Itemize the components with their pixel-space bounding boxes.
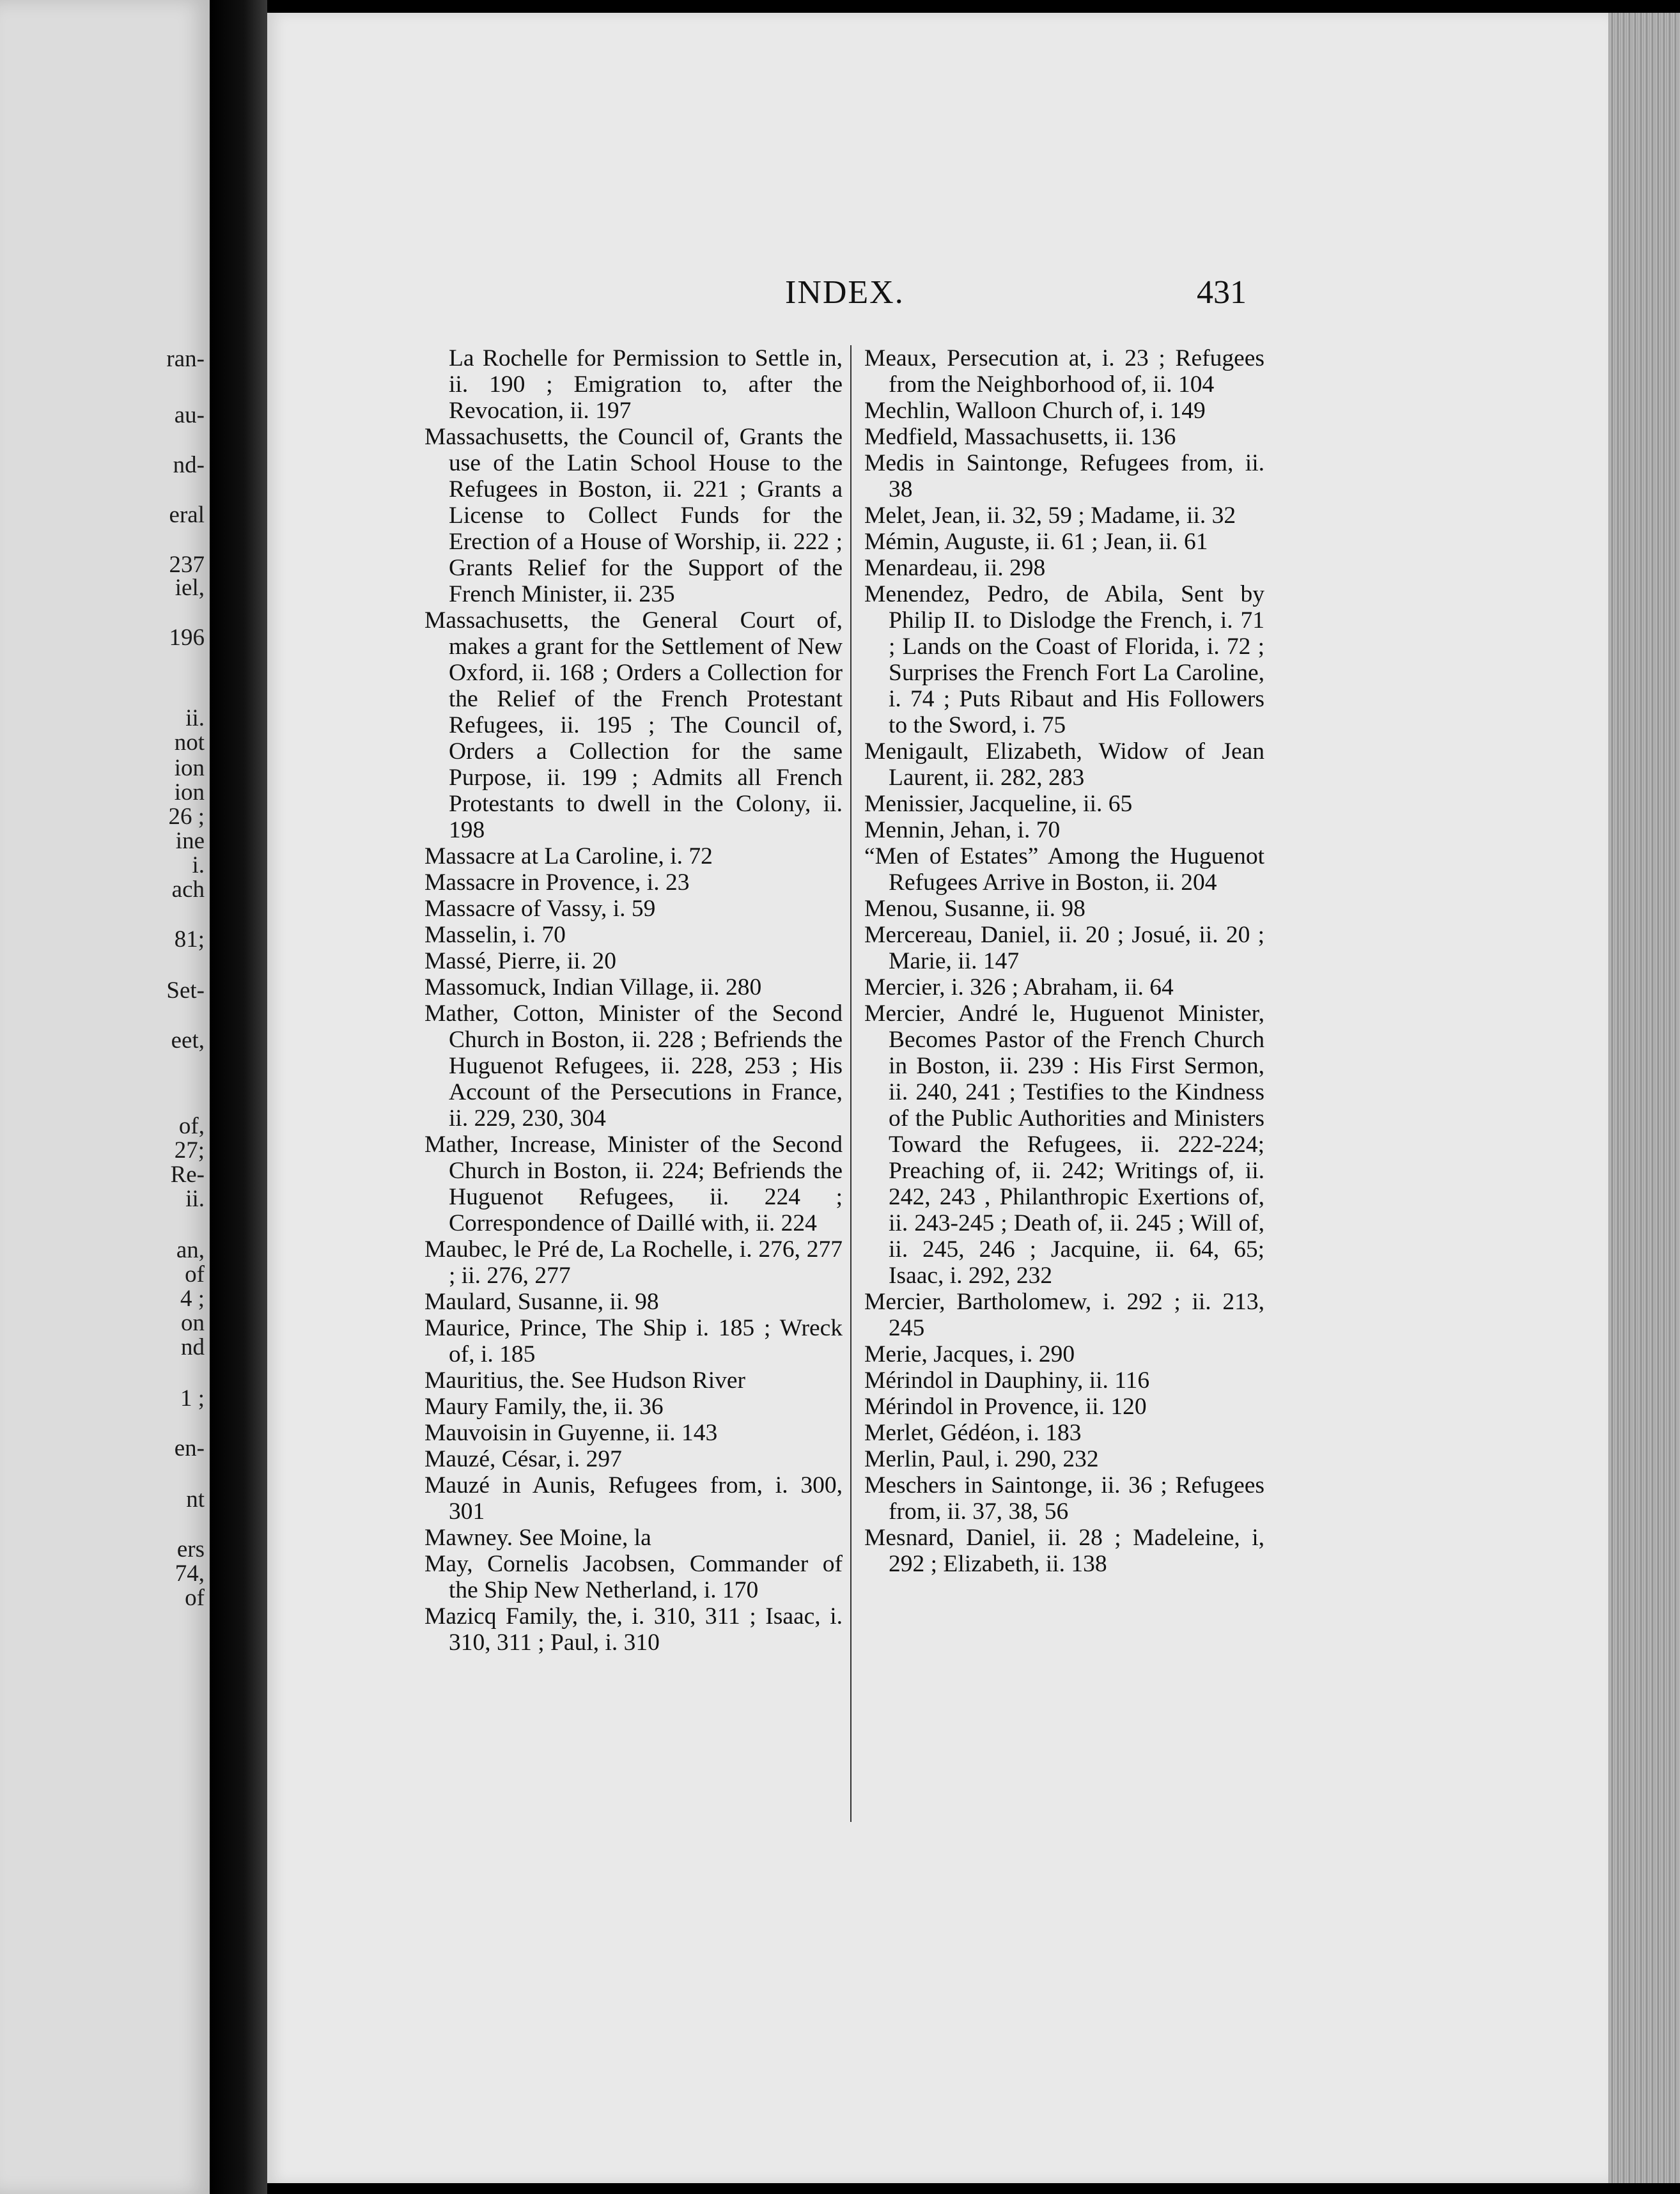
facing-page-text-fragment: 4 ; [180, 1286, 205, 1312]
index-entry: Massacre of Vassy, i. 59 [424, 896, 656, 922]
index-entry: Mawney. See Moine, la [424, 1525, 651, 1551]
index-entry: May, Cornelis Jacobsen, Commander of the Ship New Netherland, i. 170 [424, 1551, 843, 1603]
index-entry: Mechlin, Walloon Church of, i. 149 [864, 398, 1206, 424]
index-entry: Mather, Cotton, Minister of the Second Church in Boston, ii. 228 ; Befriends the Huguenot Refugees, ii. 228, 253 ; His Account of the Persecutions in France, ii. 229, 230, 304 [424, 1000, 843, 1132]
facing-page-text-fragment: 237 [169, 552, 205, 578]
index-entry: Mercereau, Daniel, ii. 20 ; Josué, ii. 20 ; Marie, ii. 147 [864, 922, 1264, 974]
facing-page-text-fragment: not [174, 729, 205, 756]
facing-page-text-fragment: an, [176, 1237, 205, 1263]
facing-page-text-fragment: ion [174, 755, 205, 781]
index-entry: Massachusetts, the General Court of, makes a grant for the Settlement of New Oxford, ii. 168 ; Orders a Collection for the Relief of the French Protestant Refugees, ii. 195 ; The Council of, Orders a Collection for the same Purpose, ii. 199 ; Admits all French Protestants to dwell in the Colony, ii. 198 [424, 607, 843, 843]
index-entry: Merlet, Gédéon, i. 183 [864, 1420, 1082, 1446]
facing-page-text-fragment: ii. [185, 1186, 205, 1212]
index-entry: Maulard, Susanne, ii. 98 [424, 1289, 659, 1315]
index-entry: Medfield, Massachusetts, ii. 136 [864, 424, 1176, 450]
index-entry: Mauritius, the. See Hudson River [424, 1367, 746, 1394]
facing-page-text-fragment: 27; [174, 1137, 205, 1163]
facing-page-text-fragment: 81; [174, 926, 205, 953]
facing-page-text-fragment: iel, [175, 575, 205, 601]
facing-page-text-fragment: on [181, 1310, 205, 1336]
index-entry: Menigault, Elizabeth, Widow of Jean Laurent, ii. 282, 283 [864, 738, 1264, 791]
index-entry: Massacre at La Caroline, i. 72 [424, 843, 713, 869]
facing-page-text-fragment: nd [181, 1334, 205, 1360]
index-entry: Mesnard, Daniel, ii. 28 ; Madeleine, i, 292 ; Elizabeth, ii. 138 [864, 1525, 1264, 1577]
index-entry: Massachusetts, the Council of, Grants the use of the Latin School House to the Refugees in Boston, ii. 221 ; Grants a License to Collect Funds for the Erection of a House of Worship, ii. 222 ; Grants Relief for the Support of the French Minister, ii. 235 [424, 424, 843, 607]
index-entry: Mercier, André le, Huguenot Minister, Becomes Pastor of the French Church in Boston, ii. 239 : His First Sermon, ii. 240, 241 ; Testifies to the Kindness of the Public Authorities and Ministers Toward the Refugees, ii. 222-224; Preaching of, ii. 242; Writings of, ii. 242, 243 , Philanthropic Exertions of, ii. 243-245 ; Death of, ii. 245 ; Will of, ii. 245, 246 ; Jacquine, ii. 64, 65; Isaac, i. 292, 232 [864, 1000, 1264, 1289]
facing-page-text-fragment: ine [175, 828, 205, 854]
page-edges [1608, 13, 1680, 2183]
facing-page-text-fragment: 74, [175, 1560, 205, 1587]
index-entry: Medis in Saintonge, Refugees from, ii. 38 [864, 450, 1264, 502]
book-gutter [210, 0, 267, 2194]
facing-page-text-fragment: ach [171, 876, 205, 903]
facing-page-text-fragment: Re- [170, 1162, 205, 1188]
index-entry: Maury Family, the, ii. 36 [424, 1394, 664, 1420]
index-entry: Mercier, Bartholomew, i. 292 ; ii. 213, 245 [864, 1289, 1264, 1341]
index-entry: Mazicq Family, the, i. 310, 311 ; Isaac, i. 310, 311 ; Paul, i. 310 [424, 1603, 843, 1656]
index-entry: Massomuck, Indian Village, ii. 280 [424, 974, 762, 1000]
index-entry: Mather, Increase, Minister of the Second Church in Boston, ii. 224; Befriends the Huguenot Refugees, ii. 224 ; Correspondence of Daillé with, ii. 224 [424, 1132, 843, 1236]
index-entry: Meschers in Saintonge, ii. 36 ; Refugees from, ii. 37, 38, 56 [864, 1472, 1264, 1525]
facing-page-text-fragment: ers [176, 1536, 205, 1562]
index-entry: Melet, Jean, ii. 32, 59 ; Madame, ii. 32 [864, 502, 1236, 529]
index-entry: Maurice, Prince, The Ship i. 185 ; Wreck of, i. 185 [424, 1315, 843, 1367]
facing-page-text-fragment: nd- [173, 452, 205, 478]
running-header: INDEX. [785, 274, 905, 311]
facing-page-text-fragment: 26 ; [168, 804, 205, 830]
index-entry: Masselin, i. 70 [424, 922, 566, 948]
index-entry: La Rochelle for Permission to Settle in, ii. 190 ; Emigration to, after the Revocation, ii. 197 [449, 345, 843, 424]
index-entry: Mercier, i. 326 ; Abraham, ii. 64 [864, 974, 1174, 1000]
index-column-right [864, 345, 1264, 1577]
index-entry: Menardeau, ii. 298 [864, 555, 1046, 581]
facing-page-text-fragment: au- [174, 402, 205, 428]
index-entry: “Men of Estates” Among the Huguenot Refugees Arrive in Boston, ii. 204 [864, 843, 1264, 896]
index-entry: Menendez, Pedro, de Abila, Sent by Philip II. to Dislodge the French, i. 71 ; Lands on the Coast of Florida, i. 72 ; Surprises the French Fort La Caroline, i. 74 ; Puts Ribaut and His Followers to the Sword, i. 75 [864, 581, 1264, 738]
index-entry: Mauzé, César, i. 297 [424, 1446, 622, 1472]
index-entry: Meaux, Persecution at, i. 23 ; Refugees from the Neighborhood of, ii. 104 [864, 345, 1264, 398]
index-entry: Mauvoisin in Guyenne, ii. 143 [424, 1420, 718, 1446]
index-entry: Mérindol in Provence, ii. 120 [864, 1394, 1147, 1420]
index-entry: Menou, Susanne, ii. 98 [864, 896, 1085, 922]
index-entry: Massé, Pierre, ii. 20 [424, 948, 616, 974]
facing-page-text-fragment: nt [186, 1486, 205, 1513]
facing-page-text-fragment: eet, [171, 1027, 205, 1054]
facing-page-text-fragment: eral [169, 502, 205, 528]
index-entry: Merlin, Paul, i. 290, 232 [864, 1446, 1099, 1472]
facing-page-text-fragment: Set- [166, 977, 205, 1004]
page-number: 431 [1197, 274, 1247, 311]
index-entry: Massacre in Provence, i. 23 [424, 869, 690, 896]
index-entry: Merie, Jacques, i. 290 [864, 1341, 1075, 1367]
facing-page-text-fragment: of [185, 1585, 205, 1611]
facing-page-text-fragment: of, [178, 1113, 205, 1139]
index-entry: Mennin, Jehan, i. 70 [864, 817, 1061, 843]
index-entry: Maubec, le Pré de, La Rochelle, i. 276, 277 ; ii. 276, 277 [424, 1236, 843, 1289]
facing-page-text-fragment: of [185, 1261, 205, 1288]
index-entry: Mérindol in Dauphiny, ii. 116 [864, 1367, 1150, 1394]
facing-page-text-fragment: ion [174, 779, 205, 805]
facing-page-text-fragment: ii. [185, 705, 205, 731]
index-column-left [424, 345, 843, 1656]
facing-page-text-fragment: 196 [169, 625, 205, 651]
facing-page-text-fragment: 1 ; [180, 1385, 205, 1412]
facing-page-text-fragment: i. [192, 852, 205, 878]
facing-page-text-fragment: en- [174, 1435, 205, 1461]
index-entry: Mémin, Auguste, ii. 61 ; Jean, ii. 61 [864, 529, 1208, 555]
index-entry: Menissier, Jacqueline, ii. 65 [864, 791, 1133, 817]
facing-page-text-fragment: ran- [166, 346, 205, 372]
index-entry: Mauzé in Aunis, Refugees from, i. 300, 301 [424, 1472, 843, 1525]
column-divider [850, 345, 852, 1822]
facing-page-left [0, 0, 210, 2194]
